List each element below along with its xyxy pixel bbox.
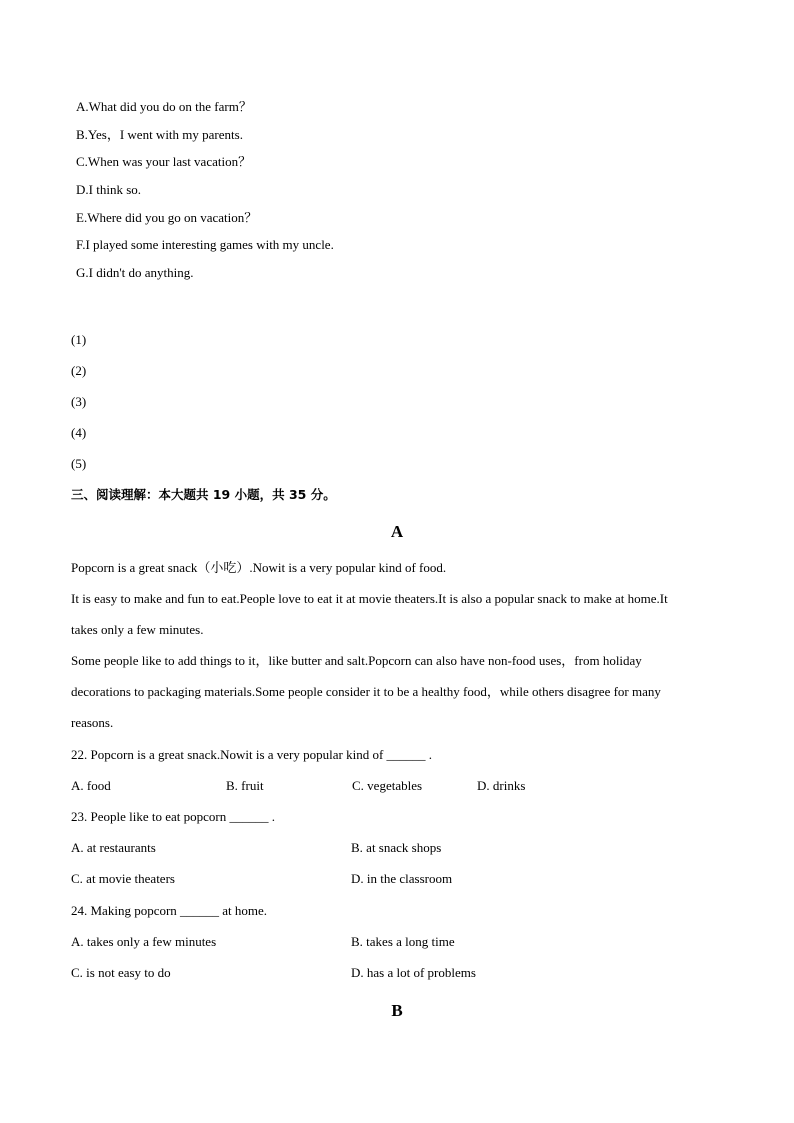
option-g: G.I didn't do anything. <box>76 265 194 280</box>
option-e: E.Where did you go on vacation？ <box>76 210 258 225</box>
option-b: B.Yes，I went with my parents. <box>76 127 243 142</box>
choice-c: C. is not easy to do <box>71 965 171 980</box>
answer-number-4: (4) <box>71 425 87 440</box>
choice-a: A. food <box>71 778 111 793</box>
option-c: C.When was your last vacation？ <box>76 154 252 169</box>
choice-d: D. drinks <box>477 778 526 793</box>
question-22-stem: 22. Popcorn is a great snack.Nowit is a very popular kind of ______ . <box>71 747 433 762</box>
choice-c: C. vegetables <box>352 778 423 793</box>
passage-a-line: reasons. <box>71 715 114 730</box>
passage-a-line: Popcorn is a great snack（小吃）.Nowit is a very popular kind of food. <box>71 560 447 575</box>
passage-b-title: B <box>391 1001 403 1020</box>
answer-number-1: (1) <box>71 332 87 347</box>
choice-b: B. at snack shops <box>351 840 442 855</box>
answer-number-5: (5) <box>71 456 87 471</box>
passage-a-line: takes only a few minutes. <box>71 622 204 637</box>
choice-a: A. takes only a few minutes <box>71 934 217 949</box>
question-23-choices-row2 <box>71 871 771 887</box>
passage-a-line: It is easy to make and fun to eat.People love to eat it at movie theaters.It is also a popular snack to make at home.It <box>71 591 668 606</box>
choice-c: C. at movie theaters <box>71 871 175 886</box>
section-heading: 三、阅读理解：本大题共 19 小题，共 35 分。 <box>71 487 336 502</box>
option-a: A.What did you do on the farm？ <box>76 99 252 114</box>
passage-a-line: Some people like to add things to it，like butter and salt.Popcorn can also have non-food uses，from holiday <box>71 653 642 668</box>
answer-number-3: (3) <box>71 394 87 409</box>
option-d: D.I think so. <box>76 182 141 197</box>
passage-a-title: A <box>390 522 404 541</box>
question-22-choices <box>71 778 771 794</box>
choice-b: B. takes a long time <box>351 934 455 949</box>
question-23-choices-row1 <box>71 840 771 856</box>
option-f: F.I played some interesting games with my uncle. <box>76 237 334 252</box>
choice-b: B. fruit <box>226 778 264 793</box>
question-24-stem: 24. Making popcorn ______ at home. <box>71 903 268 918</box>
question-23-stem: 23. People like to eat popcorn ______ . <box>71 809 275 824</box>
question-24-choices-row1 <box>71 934 771 950</box>
choice-a: A. at restaurants <box>71 840 156 855</box>
choice-d: D. in the classroom <box>351 871 453 886</box>
choice-d: D. has a lot of problems <box>351 965 476 980</box>
passage-a-line: decorations to packaging materials.Some people consider it to be a healthy food，while others disagree for many <box>71 684 661 699</box>
answer-number-2: (2) <box>71 363 87 378</box>
question-24-choices-row2 <box>71 965 771 981</box>
